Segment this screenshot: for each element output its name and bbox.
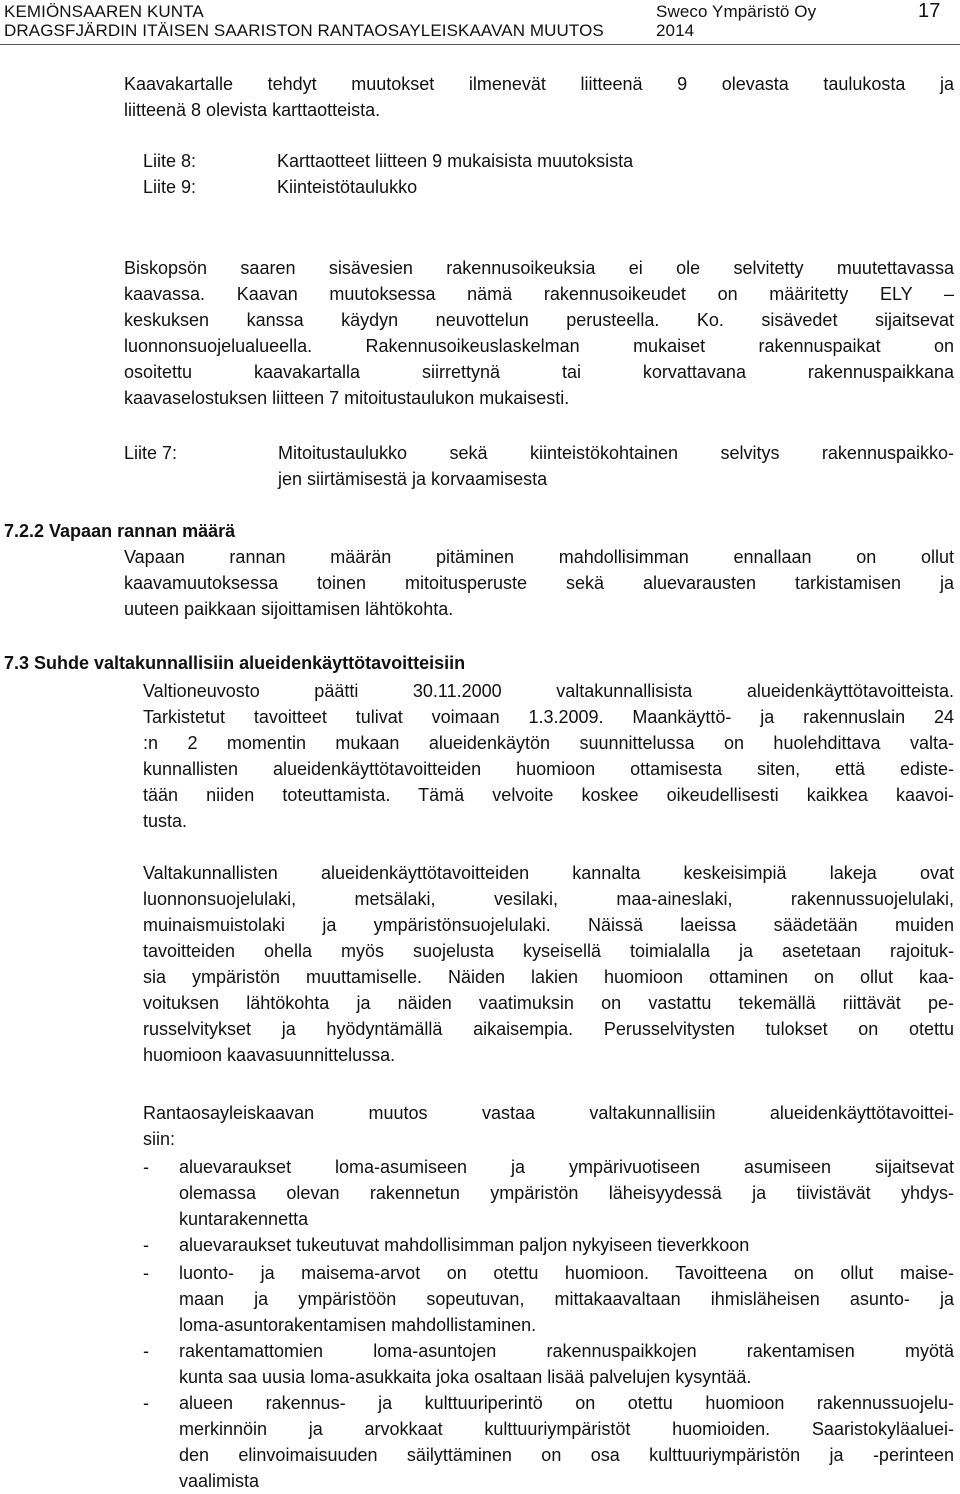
header-year: 2014 — [656, 21, 695, 40]
text-line: siin: — [143, 1129, 176, 1149]
section-heading: 7.2.2 Vapaan rannan määrä — [4, 521, 236, 541]
header-divider — [0, 44, 960, 45]
text-line: keskuksen kanssa käydyn neuvottelun perusteella. Ko. sisävedet sijaitsevat — [124, 310, 954, 330]
list-item-text — [179, 1154, 954, 1232]
header-company: Sweco Ympäristö Oy — [656, 2, 817, 21]
text-line: :n 2 momentin mukaan alueidenkäytön suunnittelussa on huolehdittava valta- — [143, 733, 954, 753]
attachment-label: Liite 8: — [143, 151, 197, 171]
section-722-paragraph — [124, 544, 954, 622]
text-line: uuteen paikkaan sijoittamisen lähtökohta. — [124, 599, 454, 619]
text-line: jen siirtämisestä ja korvaamisesta — [278, 469, 548, 489]
text-line: kuntarakennetta — [179, 1209, 309, 1229]
attachment-text: Kiinteistötaulukko — [277, 177, 418, 197]
bullet-dash: - — [143, 1157, 149, 1177]
text-line: olemassa olevan rakennetun ympäristön läheisyydessä ja tiivistävät yhdys- — [179, 1183, 954, 1203]
bullet-dash: - — [143, 1393, 149, 1413]
attachment-label: Liite 7: — [124, 443, 178, 463]
text-line: kunta saa uusia loma-asukkaita joka osaltaan lisää palvelujen kysyntää. — [179, 1367, 752, 1387]
list-item-text — [179, 1232, 954, 1258]
text-line: luonnonsuojelualueella. Rakennusoikeuslaskelman mukaiset rakennuspaikat on — [124, 336, 954, 356]
biskops-paragraph — [124, 255, 954, 411]
text-line: russelvitykset ja hyödyntämällä aikaisempia. Perusselvitysten tulokset on otettu — [143, 1019, 954, 1039]
text-line: kaavassa. Kaavan muutoksessa nämä rakennusoikeudet on määritetty ELY – — [124, 284, 954, 304]
section-heading: 7.3 Suhde valtakunnallisiin alueidenkäyttötavoitteisiin — [4, 653, 466, 673]
text-line: luonto- ja maisema-arvot on otettu huomioon. Tavoitteena on ollut maise- — [179, 1263, 954, 1283]
text-line: Mitoitustaulukko sekä kiinteistökohtainen selvitys rakennuspaikko- — [278, 443, 954, 463]
text-line: tusta. — [143, 811, 188, 831]
text-line: Valtakunnallisten alueidenkäyttötavoitteiden kannalta keskeisimpiä lakeja ovat — [143, 863, 954, 883]
text-line: kunnallisten alueidenkäyttötavoitteiden huomioon ottamisesta siten, että ediste- — [143, 759, 954, 779]
list-item-text — [179, 1390, 954, 1494]
section-73-paragraph-3-full — [0, 0, 1, 1]
header-municipality: KEMIÖNSAAREN KUNTA — [4, 2, 204, 21]
text-line: sia ympäristön muuttamiselle. Näiden lakien huomioon ottaminen on ollut kaa- — [143, 967, 954, 987]
bullet-dash: - — [143, 1235, 149, 1255]
intro-paragraph — [124, 71, 954, 123]
attachment-text: Karttaotteet liitteen 9 mukaisista muutoksista — [277, 151, 634, 171]
text-line: loma-asuntorakentamisen mahdollistaminen. — [179, 1315, 537, 1335]
text-line: huomioon kaavasuunnittelussa. — [143, 1045, 396, 1065]
text-line: merkinnöin ja arvokkaat kulttuuriympäristöt huomioiden. Saaristokyläaluei- — [179, 1419, 954, 1439]
page-number: 17 — [918, 0, 941, 22]
header-plan-title: DRAGSFJÄRDIN ITÄISEN SAARISTON RANTAOSAYLEISKAAVAN MUUTOS — [4, 21, 604, 40]
text-line: den elinvoimaisuuden säilyttäminen on osa kulttuuriympäristön ja -perinteen — [179, 1445, 954, 1465]
list-item-text — [179, 1338, 954, 1390]
text-line: Vapaan rannan määrän pitäminen mahdollisimman ennallaan on ollut — [124, 547, 954, 567]
section-73-paragraph-2 — [143, 860, 954, 1068]
attachment-text — [278, 440, 954, 492]
text-line: maan ja ympäristöön sopeutuvan, mittakaavaltaan ihmisläheisen asunto- ja — [179, 1289, 954, 1309]
text-line: aluevaraukset tukeutuvat mahdollisimman paljon nykyiseen tieverkkoon — [179, 1235, 750, 1255]
text-line: aluevaraukset loma-asumiseen ja ympärivuotiseen asumiseen sijaitsevat — [179, 1157, 954, 1177]
text-line: voituksen lähtökohta ja näiden vaatimuksin on vastattu tekemällä riittävät pe- — [143, 993, 954, 1013]
attachment-label: Liite 9: — [143, 177, 197, 197]
text-line: tavoitteiden ohella myös suojelusta kyseisellä toimialalla ja asetetaan rajoituk- — [143, 941, 954, 961]
section-73-paragraph-1 — [143, 678, 954, 834]
text-line: Biskopsön saaren sisävesien rakennusoikeuksia ei ole selvitetty muutettavassa — [124, 258, 954, 278]
text-line: kaavaselostuksen liitteen 7 mitoitustaulukon mukaisesti. — [124, 388, 570, 408]
text-line: osoitettu kaavakartalla siirrettynä tai korvattavana rakennuspaikkana — [124, 362, 954, 382]
text-line: luonnonsuojelulaki, metsälaki, vesilaki, maa-aineslaki, rakennussuojelulaki, — [143, 889, 954, 909]
text-line: tään niiden toteuttamista. Tämä velvoite koskee oikeudellisesti kaikkea kaavoi- — [143, 785, 954, 805]
section-73-paragraph-3 — [143, 1100, 954, 1152]
text-line: Tarkistetut tavoitteet tulivat voimaan 1.3.2009. Maankäyttö- ja rakennuslain 24 — [143, 707, 954, 727]
list-item-text — [179, 1260, 954, 1338]
text-line: kaavamuutoksessa toinen mitoitusperuste sekä aluevarausten tarkistamisen ja — [124, 573, 954, 593]
bullet-dash: - — [143, 1341, 149, 1361]
text-line: muinaismuistolaki ja ympäristönsuojelulaki. Näissä laeissa säädetään muiden — [143, 915, 954, 935]
text-line: liitteenä 8 olevista karttaotteista. — [124, 100, 381, 120]
bullet-dash: - — [143, 1263, 149, 1283]
text-line: Rantaosayleiskaavan muutos vastaa valtakunnallisiin alueidenkäyttötavoittei- — [143, 1103, 954, 1123]
text-line: Kaavakartalle tehdyt muutokset ilmenevät liitteenä 9 olevasta taulukosta ja — [124, 74, 954, 94]
text-line: rakentamattomien loma-asuntojen rakennuspaikkojen rakentamisen myötä — [179, 1341, 954, 1361]
text-line: vaalimista — [179, 1471, 260, 1491]
text-line: Valtioneuvosto päätti 30.11.2000 valtakunnallisista alueidenkäyttötavoitteista. — [143, 681, 954, 701]
text-line: alueen rakennus- ja kulttuuriperintö on otettu huomioon rakennussuojelu- — [179, 1393, 954, 1413]
